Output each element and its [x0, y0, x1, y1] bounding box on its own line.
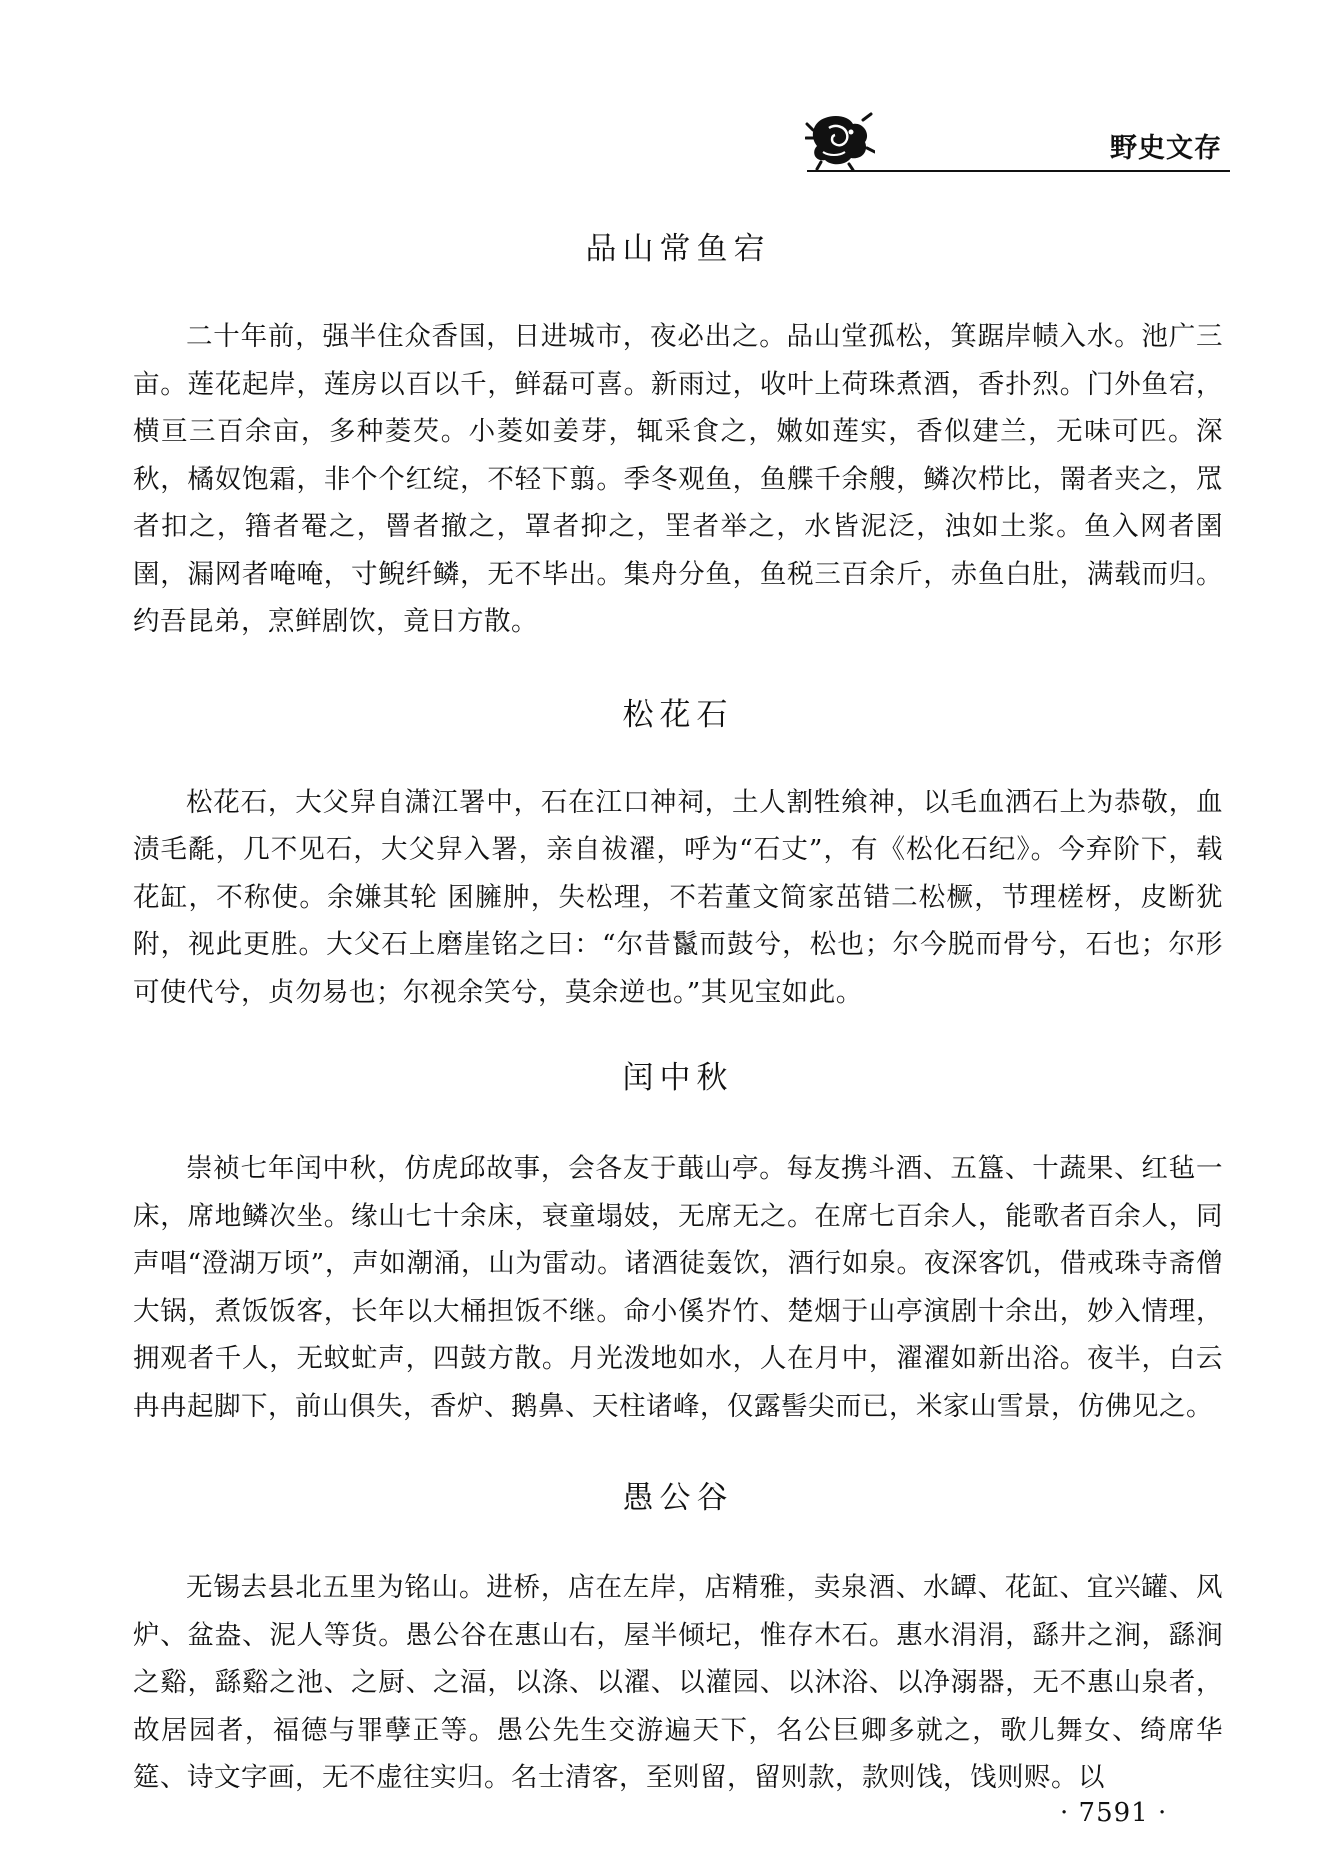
section-body: 二十年前，强半住众香国，日进城市，夜必出之。品山堂孤松，箕踞岸帻入水。池广三亩。莲花起岸，莲房以百以千，鲜磊可喜。新雨过，收叶上荷珠煮酒，香扑烈。门外鱼宕，横亘三百余亩，多种菱芡。小菱如姜芽，辄采食之，嫩如莲实，香似建兰，无味可匹。深秋，橘奴饱霜，非个个红绽，不轻下翦。季冬观鱼，鱼艓千余艘，鳞次栉比，罱者夹之，罛者扣之，簎者罨之，罾者撤之，罩者抑之，罜者举之，水皆泥泛，浊如土浆。鱼入网者圉圉，漏网者唵唵，寸鲵纤鳞，无不毕出。集舟分鱼，鱼税三百余斤，赤鱼白肚，满载而归。约吾昆弟，烹鲜剧饮，竟日方散。 — [133, 321, 1223, 637]
series-title: 野史文存 — [1110, 133, 1222, 164]
running-header — [805, 100, 1230, 178]
section-title: 愚公谷 — [622, 1480, 734, 1516]
section-body: 崇祯七年闰中秋，仿虎邱故事，会各友于蕺山亭。每友携斗酒、五簋、十蔬果、红毡一床，席地鳞次坐。缘山七十余床，衰童塌妓，无席无之。在席七百余人，能歌者百余人，同声唱“澄湖万顷”，声如潮涌，山为雷动。诸酒徒轰饮，酒行如泉。夜深客饥，借戒珠寺斋僧大锅，煮饭饭客，长年以大桶担饭不继。命小傒岕竹、楚烟于山亭演剧十余出，妙入情理，拥观者千人，无蚊虻声，四鼓方散。月光泼地如水，人在月中，濯濯如新出浴。夜半，白云冉冉起脚下，前山俱失，香炉、鹅鼻、天柱诸峰，仅露髻尖而已，米家山雪景，仿佛见之。 — [133, 1153, 1223, 1422]
page-number: · 7591 · — [1060, 1798, 1168, 1828]
section-title: 松花石 — [622, 696, 734, 733]
page-content — [133, 215, 1223, 1802]
dragon-emblem-icon — [805, 108, 875, 170]
section-body: 松花石，大父舁自潇江署中，石在江口神祠，土人割牲飨神，以毛血洒石上为恭敬，血渍毛氄，几不见石，大父舁入署，亲自祓濯，呼为“石丈”，有《松化石纪》。今弃阶下，载花缸，不称使。余嫌其轮 囷臃肿，失松理，不若董文简家茁错二松橛，节理槎枒，皮断犹附，视此更胜。大父石上磨崖铭之曰：“尔昔鬣而鼓兮，松也；尔今脱而骨兮，石也；尔形可使代兮，贞勿易也；尔视余笑兮，莫余逆也。”其见宝如此。 — [133, 786, 1223, 1008]
section-title: 品山常鱼宕 — [585, 231, 771, 267]
section-body: 无锡去县北五里为铭山。进桥，店在左岸，店精雅，卖泉酒、水罈、花缸、宜兴罐、风炉、盆盎、泥人等货。愚公谷在惠山右，屋半倾圮，惟存木石。惠水涓涓，繇井之涧，繇涧之谿，繇谿之池、之厨、之湢，以涤、以濯、以灌园、以沐浴、以净溺器，无不惠山泉者，故居园者，福德与罪孽正等。愚公先生交游遍天下，名公巨卿多就之，歌儿舞女、绮席华筵、诗文字画，无不虚往实归。名士清客，至则留，留则款，款则饯，饯则赆。以 — [133, 1572, 1223, 1793]
header-rule — [807, 170, 1230, 172]
section-title: 闰中秋 — [622, 1060, 734, 1096]
